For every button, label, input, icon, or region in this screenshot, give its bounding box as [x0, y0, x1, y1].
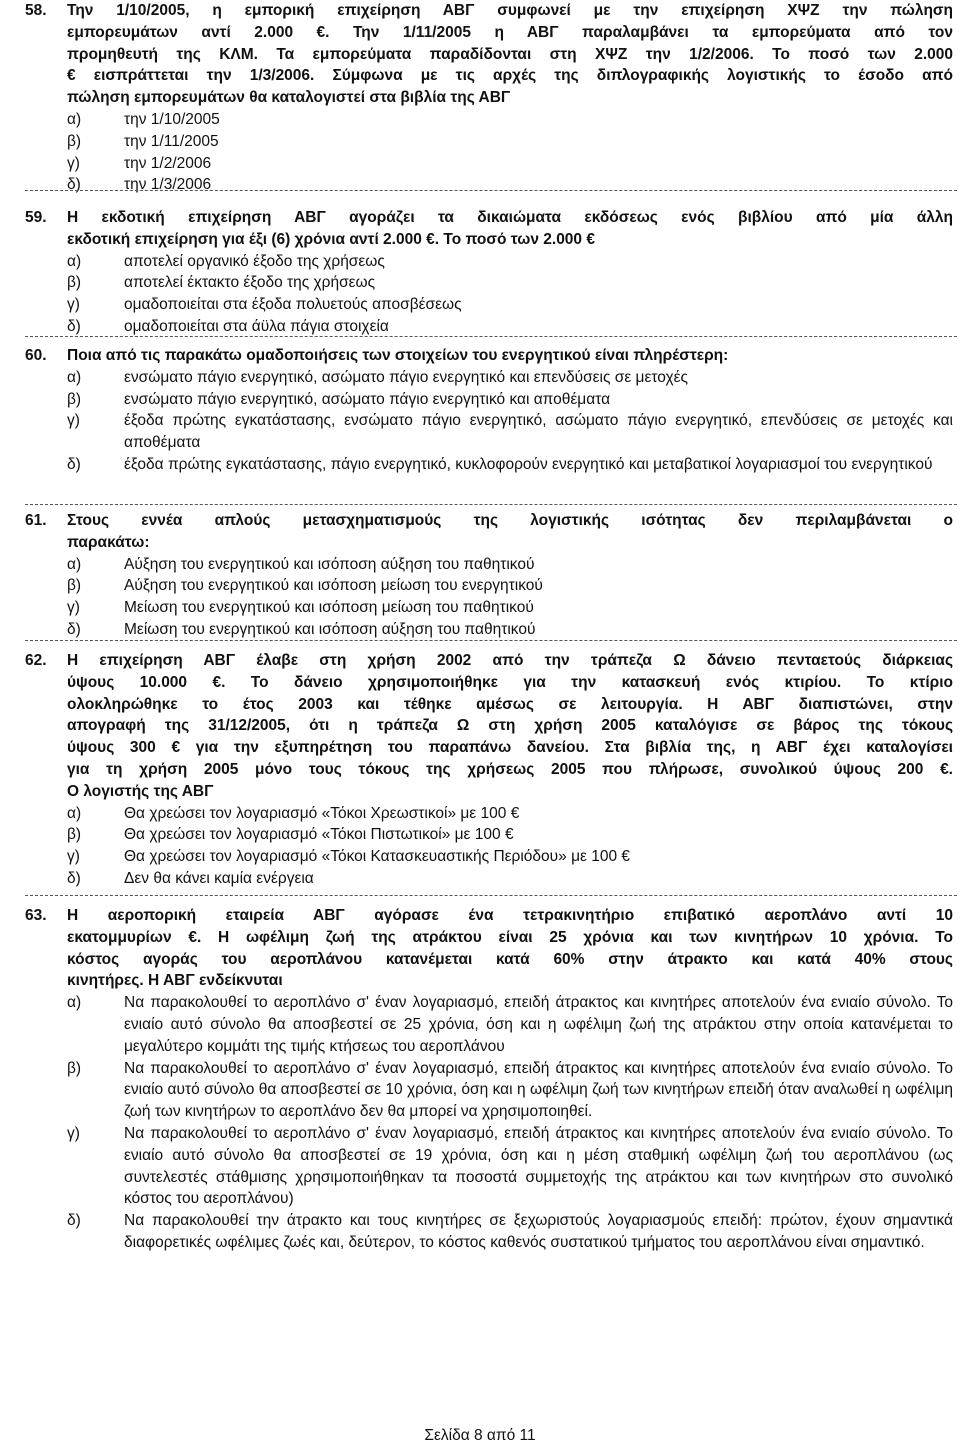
- divider: [25, 895, 957, 896]
- stem-line: κινητήρες. Η ΑΒΓ ενδείκνυται: [67, 972, 283, 990]
- option-text: έξοδα πρώτης εγκατάστασης, ενσώματο πάγιο ενεργητικό, ασώματο πάγιο ενεργητικό, επενδύσεις σε μετοχές και αποθέματα: [124, 412, 953, 452]
- question-number: 59.: [25, 209, 47, 226]
- question-stem: [67, 0, 953, 109]
- answer-option: [67, 992, 953, 1057]
- question-61: [25, 510, 953, 641]
- option-label: γ): [67, 296, 80, 314]
- answer-option: [67, 367, 953, 389]
- stem-line: εκατομμυρίων €. Η ωφέλιμη ζωή της ατράκτου είναι 25 χρόνια και των κινητήρων 10 χρόνια. Το: [67, 928, 953, 946]
- option-text: Να παρακολουθεί το αεροπλάνο σ' έναν λογαριασμό, επειδή άτρακτος και κινητήρες αποτελούν ένα ενιαίο σύνολο. Το ενιαίο αυτό σύνολο θα αποσβεστεί σε 10 χρόνια, όση και η ωφέλιμη ζωή των κινητήρων επειδή όταν αναλωθεί η ωφέλιμη ζωή των κινητήρων το αεροπλάνο δεν θα μπορεί να χρησιμοποιηθεί.: [124, 1059, 953, 1121]
- stem-line: κόστος αγοράς του αεροπλάνου κατανέμεται κατά 60% στην άτρακτο και κατά 40% στους: [67, 950, 953, 968]
- answer-options: [67, 554, 953, 641]
- answer-option: [67, 131, 953, 153]
- option-label: γ): [67, 412, 80, 430]
- answer-option: [67, 454, 953, 476]
- divider: [25, 190, 957, 191]
- option-text: Αύξηση του ενεργητικού και ισόποση αύξηση του παθητικού: [124, 555, 535, 573]
- stem-line: Η αεροπορική εταιρεία ΑΒΓ αγόρασε ένα τετρακινητήριο επιβατικό αεροπλάνο αντί 10: [67, 907, 953, 924]
- stem-line: Ποια από τις παρακάτω ομαδοποιήσεις των στοιχείων του ενεργητικού είναι πληρέστερη:: [67, 347, 729, 364]
- option-label: α): [67, 555, 82, 573]
- answer-option: [67, 1058, 953, 1123]
- divider: [25, 640, 957, 641]
- option-label: β): [67, 132, 82, 150]
- option-text: ομαδοποιείται στα έξοδα πολυετούς αποσβέσεως: [124, 296, 462, 314]
- answer-option: [67, 109, 953, 131]
- answer-option: [67, 803, 953, 825]
- answer-option: [67, 1210, 953, 1254]
- question-stem: [67, 207, 953, 251]
- option-label: β): [67, 274, 82, 292]
- answer-option: [67, 597, 953, 619]
- question-63: [25, 905, 953, 1254]
- stem-line: ύψους 10.000 €. Το δάνειο χρησιμοποιήθηκε για την κατασκευή ενός κτιρίου. Το κτίριο: [67, 673, 953, 691]
- question-stem: [67, 510, 953, 554]
- option-text: την 1/3/2006: [124, 176, 212, 194]
- answer-option: [67, 846, 953, 868]
- answer-option: [67, 619, 953, 641]
- question-number: 63.: [25, 907, 47, 924]
- option-text: αποτελεί οργανικό έξοδο της χρήσεως: [124, 252, 385, 270]
- stem-line: Ο λογιστής της ΑΒΓ: [67, 782, 214, 800]
- answer-options: [67, 251, 953, 338]
- stem-line: Η επιχείρηση ΑΒΓ έλαβε στη χρήση 2002 από την τράπεζα Ω δάνειο πενταετούς διάρκειας: [67, 652, 953, 669]
- option-text: Θα χρεώσει τον λογαριασμό «Τόκοι Κατασκευαστικής Περιόδου» με 100 €: [124, 848, 631, 866]
- option-label: β): [67, 826, 82, 844]
- stem-line: απογραφή της 31/12/2005, ότι η τράπεζα Ω στη χρήση 2005 καταλόγισε σε βάρος της τόκους: [67, 717, 953, 735]
- stem-line: Στους εννέα απλούς μετασχηματισμούς της λογιστικής ισότητας δεν περιλαμβάνεται ο: [67, 512, 953, 529]
- answer-option: [67, 251, 953, 273]
- stem-line: εμπορευμάτων αντί 2.000 €. Την 1/11/2005 η ΑΒΓ παραλαμβάνει τα εμπορεύματα από τον: [67, 23, 953, 41]
- option-label: α): [67, 110, 82, 128]
- question-62: [25, 650, 953, 890]
- option-label: δ): [67, 1212, 81, 1230]
- question-number: 62.: [25, 652, 47, 669]
- answer-option: [67, 153, 953, 175]
- answer-option: [67, 389, 953, 411]
- option-text: την 1/10/2005: [124, 110, 220, 128]
- stem-line: εκδοτική επιχείρηση για έξι (6) χρόνια αντί 2.000 €. Το ποσό των 2.000 €: [67, 230, 595, 248]
- question-number: 58.: [25, 2, 47, 19]
- page-footer: Σελίδα 8 από 11: [424, 1427, 536, 1444]
- option-label: β): [67, 577, 82, 595]
- option-text: ενσώματο πάγιο ενεργητικό, ασώματο πάγιο ενεργητικό και αποθέματα: [124, 390, 611, 408]
- option-label: γ): [67, 154, 80, 172]
- option-label: α): [67, 368, 82, 386]
- option-text: Να παρακολουθεί το αεροπλάνο σ' έναν λογαριασμό, επειδή άτρακτος και κινητήρες αποτελούν ένα ενιαίο σύνολο. Το ενιαίο αυτό σύνολο θα αποσβεστεί σε 25 χρόνια, όση και η ωφέλιμη ζωή της ατράκτου στην οποία κατανέμεται το μεγαλύτερο κομμάτι της τιμής κτήσεως του αεροπλάνου: [124, 994, 953, 1055]
- option-label: γ): [67, 599, 80, 617]
- answer-option: [67, 554, 953, 576]
- answer-option: [67, 272, 953, 294]
- answer-option: [67, 824, 953, 846]
- answer-options: [67, 992, 953, 1254]
- stem-line: πώληση εμπορευμάτων θα καταλογιστεί στα βιβλία της ΑΒΓ: [67, 89, 511, 107]
- option-text: αποτελεί έκτακτο έξοδο της χρήσεως: [124, 274, 376, 292]
- stem-line: ύψους 300 € για την εξυπηρέτηση του παραπάνω δανείου. Στα βιβλία της, η ΑΒΓ έχει καταλογίσει: [67, 739, 953, 757]
- answer-options: [67, 803, 953, 890]
- question-number: 60.: [25, 347, 47, 364]
- option-label: δ): [67, 317, 81, 335]
- question-stem: [67, 650, 953, 803]
- answer-options: [67, 109, 953, 196]
- answer-option: [67, 410, 953, 454]
- question-59: [25, 207, 953, 338]
- option-label: γ): [67, 1124, 80, 1142]
- option-label: α): [67, 252, 82, 270]
- question-stem: [67, 345, 953, 367]
- option-text: Να παρακολουθεί την άτρακτο και τους κινητήρες σε ξεχωριστούς λογαριασμούς επειδή: πρώτον, έχουν σημαντικά διαφορετικές ωφέλιμες ζωές και, δεύτερον, το κόστος καθενός συστατικού τμήματος του αεροπλάνου είναι σημαντικό.: [124, 1212, 953, 1251]
- answer-options: [67, 367, 953, 476]
- stem-line: € εισπράττεται την 1/3/2006. Σύμφωνα με τις αρχές της διπλογραφικής λογιστικής το έσοδο από: [67, 67, 953, 85]
- answer-option: [67, 1123, 953, 1210]
- option-label: β): [67, 390, 82, 408]
- option-text: Αύξηση του ενεργητικού και ισόποση μείωση του ενεργητικού: [124, 577, 543, 595]
- option-label: δ): [67, 620, 81, 638]
- option-text: Θα χρεώσει τον λογαριασμό «Τόκοι Πιστωτικοί» με 100 €: [124, 826, 514, 844]
- answer-option: [67, 575, 953, 597]
- answer-option: [67, 294, 953, 316]
- option-text: Μείωση του ενεργητικού και ισόποση αύξηση του παθητικού: [124, 620, 536, 638]
- stem-line: Η εκδοτική επιχείρηση ΑΒΓ αγοράζει τα δικαιώματα εκδόσεως ενός βιβλίου από μία άλλη: [67, 209, 953, 226]
- option-label: β): [67, 1059, 82, 1077]
- option-text: Να παρακολουθεί το αεροπλάνο σ' έναν λογαριασμό, επειδή άτρακτος και κινητήρες αποτελούν ένα ενιαίο σύνολο. Το ενιαίο αυτό σύνολο θα αποσβεστεί σε 19 χρόνια, όση και η μέση σταθμική ωφέλιμη ζωή του αεροπλάνου (ως συντελεστές στάθμισης χρησιμοποιήθηκαν τα ποσοστά συμμετοχής της ατράκτου και των κινητήρων στο συνολικό κόστος του αεροπλάνου): [124, 1124, 953, 1208]
- answer-option: [67, 174, 953, 196]
- divider: [25, 504, 957, 505]
- stem-line: Την 1/10/2005, η εμπορική επιχείρηση ΑΒΓ συμφωνεί με την επιχείρηση ΧΨΖ την πώληση: [67, 2, 953, 19]
- stem-line: για τη χρήση 2005 μόνο τους τόκους της χρήσεως 2005 που πλήρωσε, συνολικού ύψους 200 €.: [67, 760, 953, 778]
- answer-option: [67, 316, 953, 338]
- option-label: γ): [67, 848, 80, 866]
- stem-line: προμηθευτή της ΚΛΜ. Τα εμπορεύματα παραδίδονται στη ΧΨΖ την 1/2/2006. Το ποσό των 2.000: [67, 45, 953, 63]
- stem-line: παρακάτω:: [67, 533, 150, 551]
- option-text: την 1/2/2006: [124, 154, 212, 172]
- option-text: Θα χρεώσει τον λογαριασμό «Τόκοι Χρεωστικοί» με 100 €: [124, 804, 520, 822]
- option-label: α): [67, 804, 82, 822]
- option-text: ενσώματο πάγιο ενεργητικό, ασώματο πάγιο ενεργητικό και επενδύσεις σε μετοχές: [124, 368, 689, 386]
- divider: [25, 336, 957, 337]
- option-text: ομαδοποιείται στα άϋλα πάγια στοιχεία: [124, 317, 389, 335]
- question-58: [25, 0, 953, 196]
- question-stem: [67, 905, 953, 992]
- option-label: δ): [67, 455, 81, 473]
- option-label: δ): [67, 176, 81, 194]
- option-label: α): [67, 994, 82, 1012]
- option-text: έξοδα πρώτης εγκατάστασης, πάγιο ενεργητικό, κυκλοφορούν ενεργητικό και μεταβατικοί λογαριασμοί του ενεργητικού: [124, 455, 933, 473]
- answer-option: [67, 868, 953, 890]
- option-label: δ): [67, 869, 81, 887]
- option-text: Δεν θα κάνει καμία ενέργεια: [124, 869, 314, 887]
- question-60: [25, 345, 953, 476]
- option-text: Μείωση του ενεργητικού και ισόποση μείωση του παθητικού: [124, 599, 534, 617]
- option-text: την 1/11/2005: [124, 132, 219, 150]
- stem-line: ολοκληρώθηκε το έτος 2003 και τέθηκε αμέσως σε λειτουργία. Η ΑΒΓ διαπιστώνει, στην: [67, 695, 953, 713]
- question-number: 61.: [25, 512, 47, 529]
